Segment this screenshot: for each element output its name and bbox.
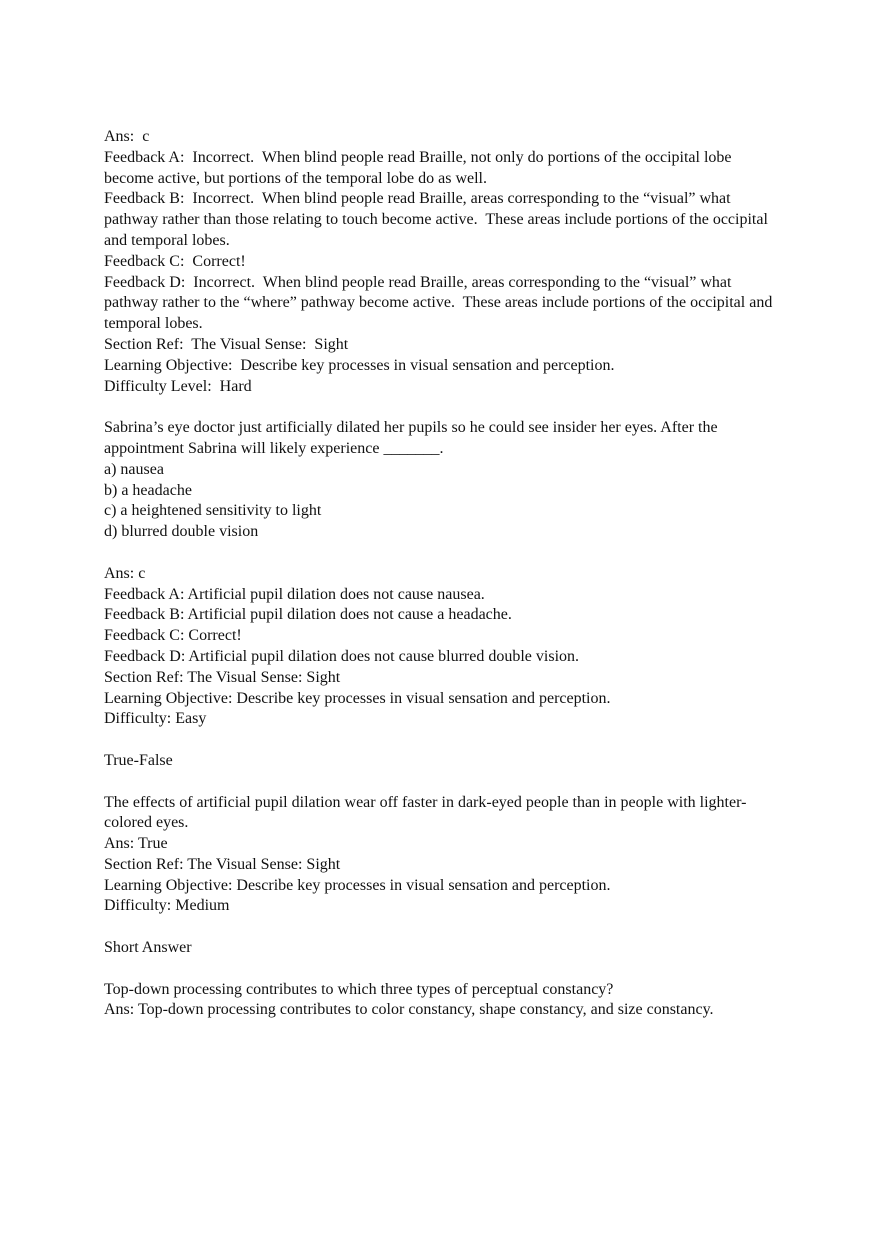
answer-line: Ans: True <box>104 835 168 853</box>
true-false-statement: The effects of artificial pupil dilation wear off faster in dark-eyed people than in people with lighter-colored eyes. <box>104 793 747 832</box>
feedback-c: Feedback C: Correct! <box>104 252 246 270</box>
feedback-d: Feedback D: Incorrect. When blind people read Braille, areas corresponding to the “visual” what pathway rather to the “where” pathway become active. These areas include portions of the occipital and temporal lobes. <box>104 273 777 333</box>
spacer <box>104 543 784 564</box>
option-a: a) nausea <box>104 460 164 478</box>
difficulty: Difficulty: Easy <box>104 710 207 728</box>
question-2 <box>104 418 784 543</box>
option-d: d) blurred double vision <box>104 523 259 541</box>
answer-block-2 <box>104 564 784 730</box>
answer-line: Ans: c <box>104 564 146 582</box>
feedback-c: Feedback C: Correct! <box>104 627 242 645</box>
document-page <box>104 127 784 1021</box>
spacer <box>104 397 784 418</box>
learning-objective: Learning Objective: Describe key processes in visual sensation and perception. <box>104 689 611 707</box>
short-answer-item <box>104 980 784 1022</box>
difficulty: Difficulty: Medium <box>104 897 230 915</box>
feedback-b: Feedback B: Artificial pupil dilation does not cause a headache. <box>104 606 512 624</box>
short-answer-heading: Short Answer <box>104 939 192 957</box>
section-ref: Section Ref: The Visual Sense: Sight <box>104 855 341 873</box>
spacer <box>104 772 784 793</box>
difficulty: Difficulty Level: Hard <box>104 377 252 395</box>
spacer <box>104 959 784 980</box>
feedback-b: Feedback B: Incorrect. When blind people read Braille, areas corresponding to the “visual” what pathway rather than those relating to touch become active. These areas include portions of the occipital and temporal lobes. <box>104 190 772 249</box>
learning-objective: Learning Objective: Describe key processes in visual sensation and perception. <box>104 876 611 894</box>
short-answer-question: Top-down processing contributes to which three types of perceptual constancy? <box>104 980 614 998</box>
spacer <box>104 730 784 751</box>
section-ref: Section Ref: The Visual Sense: Sight <box>104 335 349 353</box>
feedback-d: Feedback D: Artificial pupil dilation does not cause blurred double vision. <box>104 647 580 665</box>
answer-block-1 <box>104 127 784 397</box>
short-answer-answer: Ans: Top-down processing contributes to color constancy, shape constancy, and size constancy. <box>104 1001 714 1019</box>
learning-objective: Learning Objective: Describe key processes in visual sensation and perception. <box>104 356 615 374</box>
feedback-a: Feedback A: Artificial pupil dilation does not cause nausea. <box>104 585 485 603</box>
feedback-a: Feedback A: Incorrect. When blind people read Braille, not only do portions of the occipital lobe become active, but portions of the temporal lobe do as well. <box>104 148 736 187</box>
section-ref: Section Ref: The Visual Sense: Sight <box>104 668 341 686</box>
option-c: c) a heightened sensitivity to light <box>104 502 322 520</box>
answer-line: Ans: c <box>104 128 150 145</box>
true-false-heading: True-False <box>104 751 173 769</box>
spacer <box>104 917 784 938</box>
option-b: b) a headache <box>104 481 192 499</box>
question-stem: Sabrina’s eye doctor just artificially dilated her pupils so he could see insider her eyes. After the appointment Sabrina will likely experience _______. <box>104 419 722 457</box>
true-false-item <box>104 793 784 918</box>
